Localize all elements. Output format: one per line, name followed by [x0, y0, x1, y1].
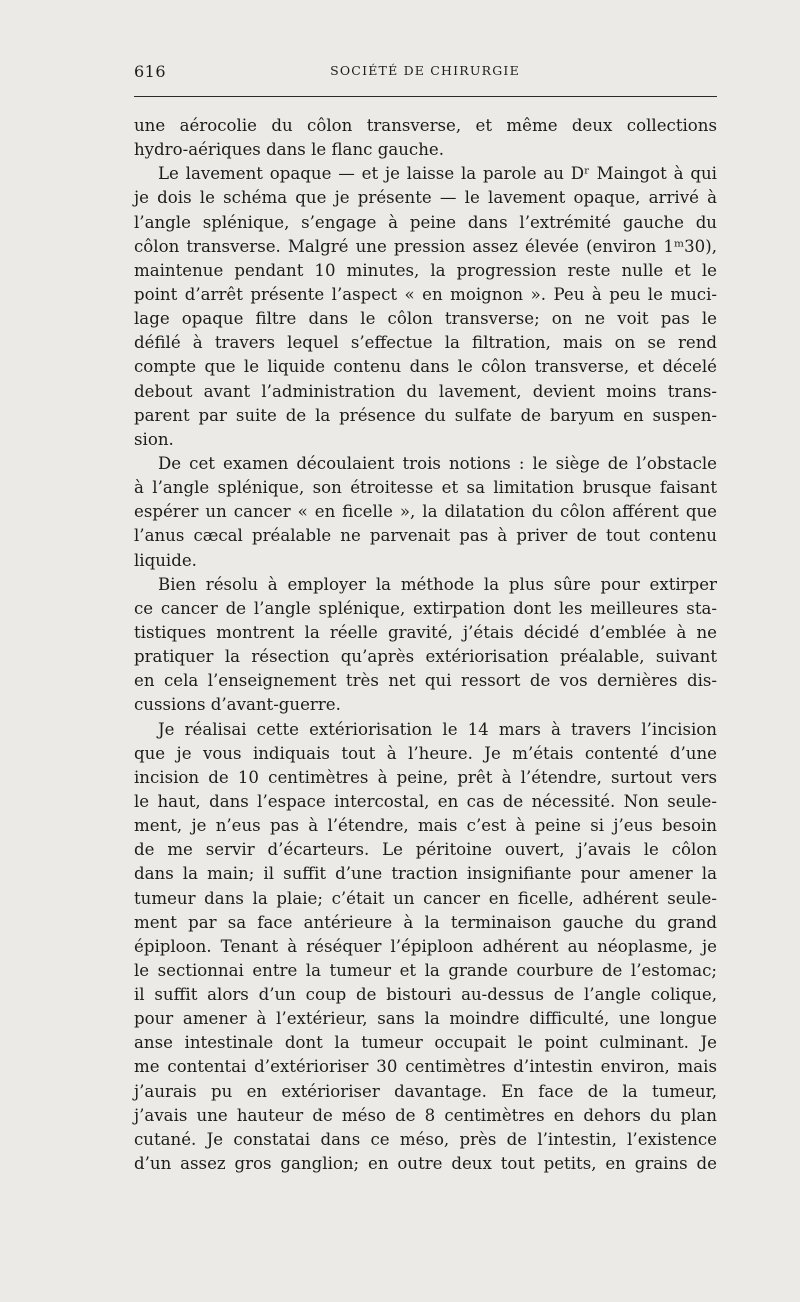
text-line: que je vous indiquais tout à l’heure. Je m’étais contenté d’une — [134, 743, 717, 763]
text-line: défilé à travers lequel s’effectue la filtration, mais on se rend — [134, 333, 717, 353]
text-line: j’avais une hauteur de méso de 8 centimètres en dehors du plan — [134, 1105, 717, 1125]
text-line: je dois le schéma que je présente — le lavement opaque, arrivé à — [134, 188, 717, 208]
text-line: parent par suite de la présence du sulfate de baryum en suspen- — [134, 405, 717, 425]
text-line: ce cancer de l’angle splénique, extirpation dont les meilleures sta- — [134, 598, 717, 618]
text-line: une aérocolie du côlon transverse, et même deux collections — [134, 116, 717, 135]
text-line: d’un assez gros ganglion; en outre deux tout petits, en grains de — [134, 1154, 717, 1174]
text-line: de me servir d’écarteurs. Le péritoine ouvert, j’avais le côlon — [134, 840, 717, 860]
page-number: 616 — [134, 62, 167, 81]
running-head: SOCIÉTÉ DE CHIRURGIE — [330, 63, 520, 78]
text-line: à l’angle splénique, son étroitesse et sa limitation brusque faisant — [134, 478, 717, 498]
text-line: hydro-aériques dans le flanc gauche. — [134, 140, 444, 160]
text-line: ment, je n’eus pas à l’étendre, mais c’est à peine si j’eus besoin — [134, 816, 717, 836]
text-line: cutané. Je constatai dans ce méso, près de l’intestin, l’existence — [134, 1129, 717, 1149]
text-line: incision de 10 centimètres à peine, prêt à l’étendre, surtout vers — [134, 767, 717, 787]
text-line: côlon transverse. Malgré une pression assez élevée (environ 1ᵐ30), — [134, 236, 717, 256]
text-line: lage opaque filtre dans le côlon transverse; on ne voit pas le — [134, 309, 717, 329]
header-rule — [134, 96, 717, 97]
text-line: liquide. — [134, 550, 197, 570]
body-text — [134, 114, 717, 1176]
text-line: le haut, dans l’espace intercostal, en cas de nécessité. Non seule- — [134, 791, 717, 811]
text-line: Le lavement opaque — et je laisse la parole au Dʳ Maingot à qui — [158, 164, 717, 184]
text-line: pratiquer la résection qu’après extériorisation préalable, suivant — [134, 647, 717, 667]
text-line: Bien résolu à employer la méthode la plus sûre pour extirper — [158, 574, 717, 594]
text-line: il suffit alors d’un coup de bistouri au-dessus de l’angle colique, — [134, 985, 717, 1005]
text-line: tistiques montrent la réelle gravité, j’étais décidé d’emblée à ne — [134, 622, 717, 642]
text-line: maintenue pendant 10 minutes, la progression reste nulle et le — [134, 260, 717, 280]
text-line: anse intestinale dont la tumeur occupait le point culminant. Je — [134, 1033, 717, 1053]
page-header — [134, 62, 716, 82]
text-line: l’anus cæcal préalable ne parvenait pas à priver de tout contenu — [134, 526, 717, 546]
text-line: l’angle splénique, s’engage à peine dans l’extrémité gauche du — [134, 212, 717, 232]
text-line: sion. — [134, 429, 174, 449]
text-line: me contentai d’extérioriser 30 centimètres d’intestin environ, mais — [134, 1057, 717, 1077]
text-line: ment par sa face antérieure à la terminaison gauche du grand — [134, 912, 717, 932]
text-line: tumeur dans la plaie; c’était un cancer en ficelle, adhérent seule- — [134, 888, 717, 908]
text-line: cussions d’avant-guerre. — [134, 695, 341, 715]
text-line: De cet examen découlaient trois notions : le siège de l’obstacle — [158, 453, 717, 473]
text-line: point d’arrêt présente l’aspect « en moignon ». Peu à peu le muci- — [134, 284, 717, 304]
text-line: debout avant l’administration du lavement, devient moins trans- — [134, 381, 717, 401]
text-line: le sectionnai entre la tumeur et la grande courbure de l’estomac; — [134, 960, 717, 980]
text-line: épiploon. Tenant à réséquer l’épiploon adhérent au néoplasme, je — [134, 936, 717, 956]
text-line: Je réalisai cette extériorisation le 14 mars à travers l’incision — [158, 719, 717, 739]
text-line: compte que le liquide contenu dans le côlon transverse, et décelé — [134, 357, 717, 377]
text-line: espérer un cancer « en ficelle », la dilatation du côlon afférent que — [134, 502, 717, 522]
text-line: dans la main; il suffit d’une traction insignifiante pour amener la — [134, 864, 717, 884]
text-line: en cela l’enseignement très net qui ressort de vos dernières dis- — [134, 671, 717, 691]
text-line: pour amener à l’extérieur, sans la moindre difficulté, une longue — [134, 1009, 717, 1029]
text-line: j’aurais pu en extérioriser davantage. En face de la tumeur, — [134, 1081, 717, 1101]
